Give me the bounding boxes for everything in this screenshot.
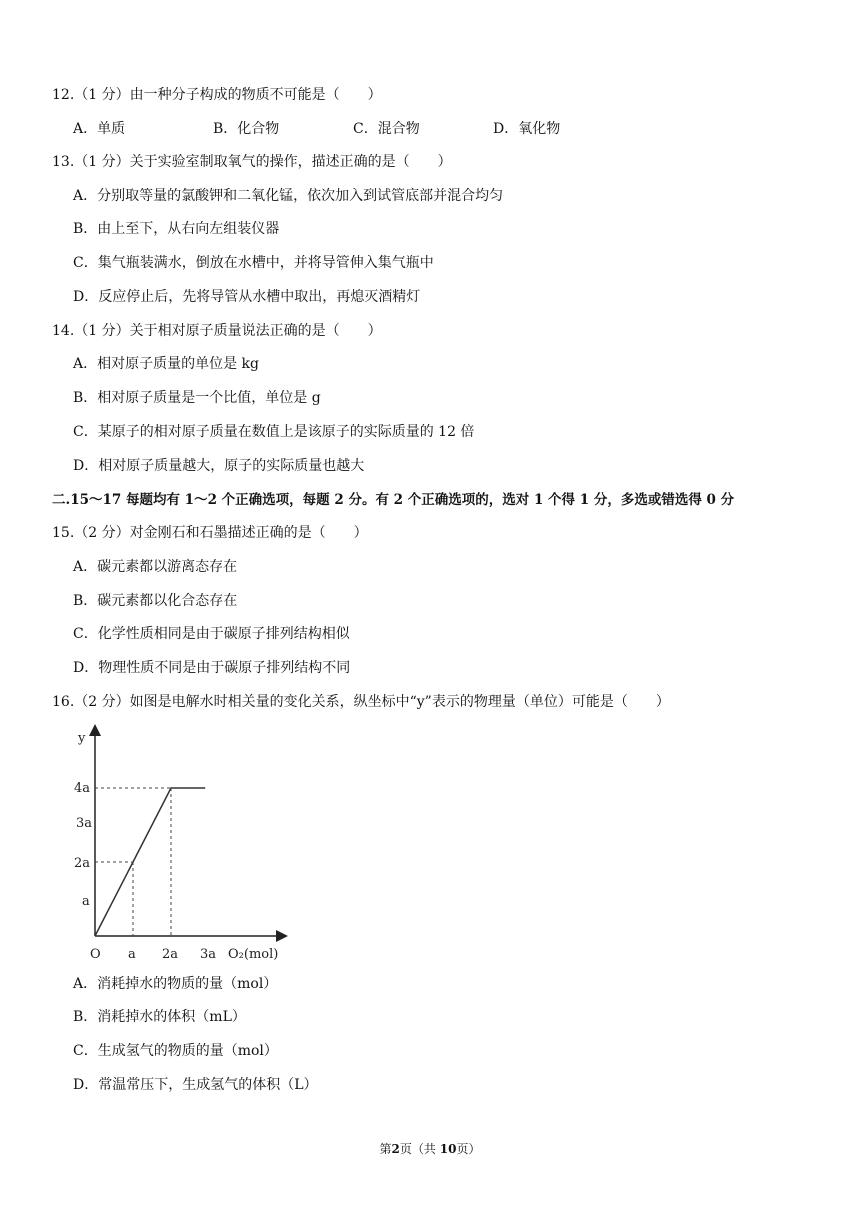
option-c: C．某原子的相对原子质量在数值上是该原子的实际质量的 12 倍: [73, 424, 475, 440]
option-a: A．相对原子质量的单位是 kg: [73, 356, 260, 372]
section-heading: 二.15～17 每题均有 1～2 个正确选项，每题 2 分。有 2 个正确选项的，选对 1 个得 1 分，多选或错选得 0 分: [52, 492, 735, 508]
x-tick-label: 3a: [200, 947, 217, 962]
x-tick-label: a: [128, 947, 136, 962]
option-b: B．消耗掉水的体积（mL）: [73, 1009, 246, 1025]
option-a: A．消耗掉水的物质的量（mol）: [73, 976, 278, 992]
option-d: D．反应停止后，先将导管从水槽中取出，再熄灭酒精灯: [73, 289, 421, 305]
origin-label: O: [90, 947, 101, 962]
question-12-options: [73, 118, 633, 138]
question-14-stem: 14.（1 分）关于相对原子质量说法正确的是（ ）: [52, 323, 382, 339]
option-b: B．相对原子质量是一个比值，单位是 g: [73, 390, 321, 406]
option-b: B．由上至下，从右向左组装仪器: [73, 221, 280, 237]
option-c: C．混合物: [353, 121, 420, 137]
option-d: D．氧化物: [493, 121, 561, 137]
option-d: D．相对原子质量越大，原子的实际质量也越大: [73, 458, 365, 474]
option-a: A．单质: [73, 121, 126, 137]
x-tick-label: 2a: [162, 947, 179, 962]
option-c: C．化学性质相同是由于碳原子排列结构相似: [73, 626, 350, 642]
option-c: C．集气瓶装满水，倒放在水槽中，并将导管伸入集气瓶中: [73, 255, 434, 271]
question-12-stem: 12.（1 分）由一种分子构成的物质不可能是（ ）: [52, 87, 382, 103]
option-a: A．碳元素都以游离态存在: [73, 559, 238, 575]
y-tick-label: 4a: [74, 781, 91, 796]
option-a: A．分别取等量的氯酸钾和二氧化锰，依次加入到试管底部并混合均匀: [73, 188, 504, 204]
y-tick-label: 3a: [76, 816, 93, 831]
option-b: B．碳元素都以化合态存在: [73, 593, 238, 609]
page-footer: 第2页（共 10页）: [379, 1142, 481, 1156]
option-b: B．化合物: [213, 121, 280, 137]
option-c: C．生成氢气的物质的量（mol）: [73, 1043, 278, 1059]
y-tick-label: a: [82, 894, 90, 909]
question-13-stem: 13.（1 分）关于实验室制取氧气的操作，描述正确的是（ ）: [52, 154, 452, 170]
electrolysis-graph: [70, 722, 290, 966]
x-axis-label: O₂(mol): [228, 947, 279, 962]
question-15-stem: 15.（2 分）对金刚石和石墨描述正确的是（ ）: [52, 525, 368, 541]
y-axis-label: y: [78, 731, 86, 746]
option-d: D．物理性质不同是由于碳原子排列结构不同: [73, 660, 351, 676]
y-tick-label: 2a: [74, 856, 91, 871]
question-16-stem: 16.（2 分）如图是电解水时相关量的变化关系，纵坐标中“y”表示的物理量（单位）可能是（ ）: [52, 694, 670, 710]
option-d: D．常温常压下，生成氢气的体积（L）: [73, 1077, 318, 1093]
data-line: [95, 788, 205, 936]
